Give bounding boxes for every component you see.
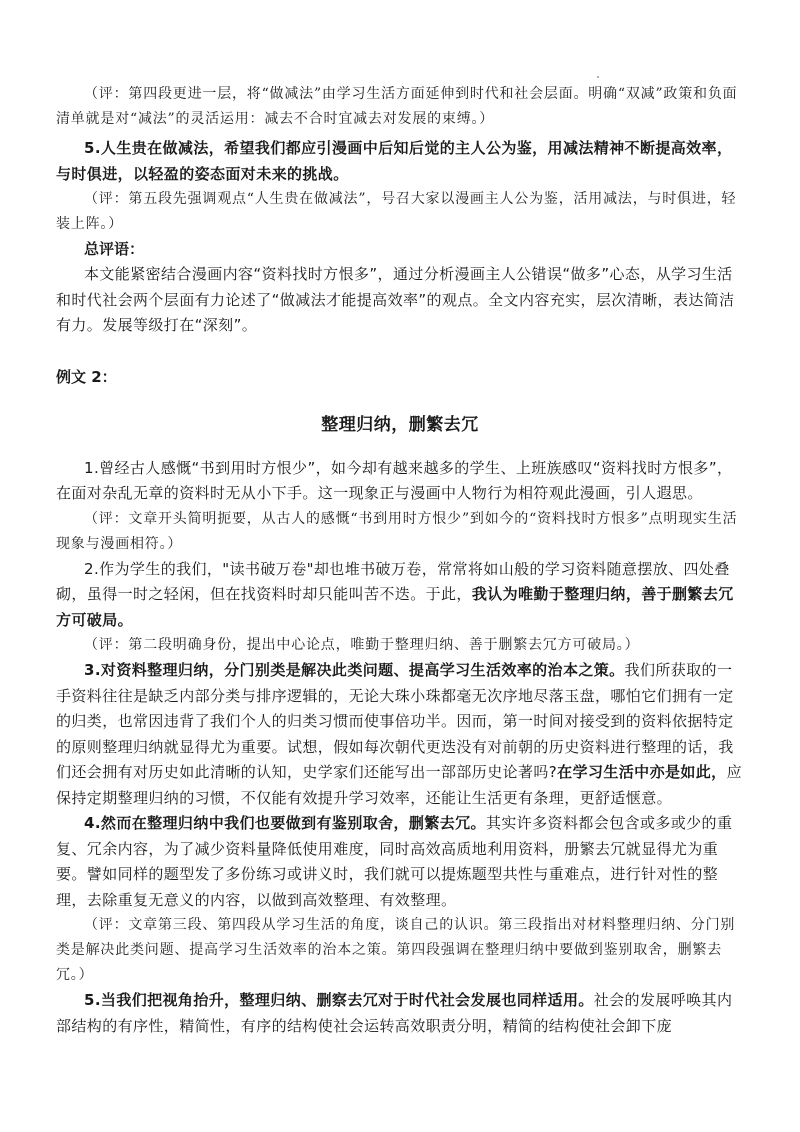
paragraph-5: 5.人生贵在做减法，希望我们都应引漫画中后知后觉的主人公为鉴，用减法精神不断提高效率，与时俱进，以轻盈的姿态面对未来的挑战。 <box>56 139 733 183</box>
example-label: 例文 2： <box>56 367 117 386</box>
essay-title: 整理归纳，删繁去冗 <box>321 414 479 435</box>
comment-essay-2: （评：第二段明确身份，提出中心论点，唯勤于整理归纳、善于删繁去冗方可破局。） <box>84 637 640 653</box>
scan-dot <box>597 76 599 78</box>
comment-paragraph-4: （评：第四段更进一层，将“做减法”由学习生活方面延伸到时代和社会层面。明确“双减”政策和负面清单就是对“减法”的灵活运用：减去不合时宜减去对发展的束缚。） <box>56 86 738 127</box>
summary-text: 本文能紧密结合漫画内容“资料找时方恨多”，通过分析漫画主人公错误“做多”心态，从学习生活和时代社会两个层面有力论述了“做减法才能提高效率”的观点。全文内容充实，层次清晰，表达简洁有力。发展等级打在“深刻”。 <box>56 265 735 334</box>
comment-essay-1: （评：文章开头简明扼要，从古人的感慨“书到用时方恨少”到如今的“资料找时方恨多”点明现实生活现象与漫画相符。） <box>56 510 738 552</box>
essay-paragraph-2 <box>56 557 744 634</box>
essay-paragraph-3 <box>56 658 744 811</box>
essay-p4-topic: 4.然而在整理归纳中我们也要做到有鉴别取舍，删繁去冗。 <box>84 814 486 832</box>
essay-paragraph-5 <box>56 988 744 1039</box>
essay-paragraph-1: 1.曾经古人感慨“书到用时方恨少”，如今却有越来越多的学生、上班族感叹“资料找时方恨多”，在面对杂乱无章的资料时无从小下手。这一现象正与漫画中人物行为相符观此漫画，引人遐思。 <box>56 458 733 502</box>
essay-p4-normal: 其实许多资料都会包含或多或少的重复、冗余内容，为了减少资料量降低使用难度，同时高效高质地利用资料，册繁去冗就显得尤为重要。譬如同样的题型发了多份练习或讲义时，我们就可以提炼题型共性与重难点，进行针对性的整理，去除重复无意义的内容，以做到高效整理、有效整理。 <box>56 814 733 909</box>
essay-p3-bold2: 在学习生活中亦是如此， <box>557 763 727 781</box>
comment-paragraph-5: （评：第五段先强调观点“人生贵在做减法”，号召大家以漫画主人公为鉴，活用减法，与时俱进，轻装上阵。） <box>56 191 737 232</box>
essay-p5-normal: 社会的发展呼唤其内部结构的有序性，精简性，有序的结构使社会运转高效职责分明，精简的结构使社会卸下庞 <box>56 991 733 1035</box>
essay-p3-normal: 我们所获取的一手资料往往是缺乏内部分类与排序逻辑的，无论大珠小珠都毫无次序地尽落玉盘，哪怕它们拥有一定的归类，也常因违背了我们个人的归类习惯而使事倍功半。因而，第一时间对接受到的资料依据特定的原则整理归纳就显得尤为重要。试想，假如每次朝代更迭没有对前朝的历史资料进行整理的话，我们还会拥有对历史如此清晰的认知，史学家们还能写出一部部历史论著吗? <box>56 661 734 781</box>
essay-p2-thesis: 我认为唯勤于整理归纳，善于删繁去冗方可破局。 <box>56 585 734 629</box>
comment-essay-3-4: （评：文章第三段、第四段从学习生活的角度，谈自己的认识。第三段指出对材料整理归纳、分门别类是解决此类问题、提高学习生活效率的治本之策。第四段强调在整理归纳中要做到鉴别取舍，删繁去冗。） <box>56 917 736 983</box>
essay-p2-normal: 2.作为学生的我们，"读书破万卷"却也堆书破万卷，常常将如山般的学习资料随意摆放、四处叠砌，虽得一时之轻闲，但在找资料时却只能叫苦不迭。于此， <box>56 559 730 603</box>
essay-p3-normal2: 应保持定期整理归纳的习惯，不仅能有效提升学习效率，还能让生活更有条理，更舒适惬意。 <box>56 763 742 807</box>
summary-label: 总评语： <box>84 240 145 258</box>
essay-p5-topic: 5.当我们把视角抬升，整理归纳、删察去冗对于时代社会发展也同样适用。 <box>84 991 594 1009</box>
essay-p3-topic: 3.对资料整理归纳，分门别类是解决此类问题、提高学习生活效率的治本之策。 <box>84 661 625 679</box>
essay-paragraph-4 <box>56 811 744 913</box>
